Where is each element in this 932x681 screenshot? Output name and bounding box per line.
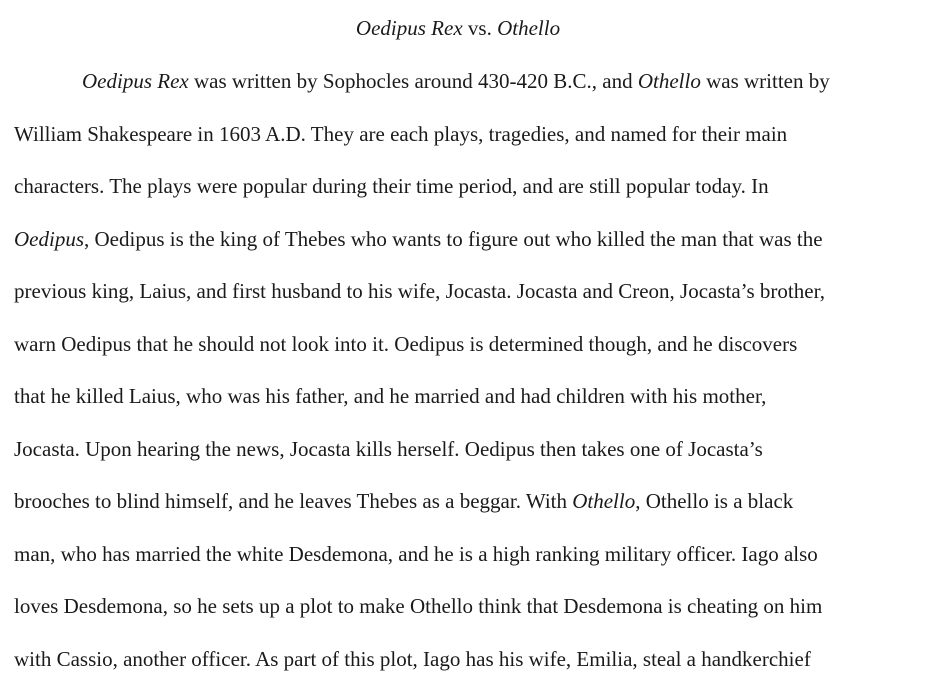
text-run: warn Oedipus that he should not look into it. Oedipus is determined though, and he discovers <box>14 332 798 356</box>
text-run: William Shakespeare in 1603 A.D. They are each plays, tragedies, and named for their main <box>14 122 788 146</box>
document-title <box>0 14 916 42</box>
text-run: Jocasta. Upon hearing the news, Jocasta kills herself. Oedipus then takes one of Jocasta’s <box>14 437 763 461</box>
text-run: man, who has married the white Desdemona, and he is a high ranking military officer. Iago also <box>14 542 818 566</box>
text-run: characters. The plays were popular during their time period, and are still popular today. In <box>14 174 769 198</box>
paragraph-line-7 <box>14 382 766 410</box>
text-run: was written by <box>700 69 830 93</box>
title-play-othello: Othello <box>497 16 561 40</box>
italic-play-title: Othello <box>572 489 636 513</box>
paragraph-line-12 <box>14 645 811 673</box>
paragraph-line-2 <box>14 120 787 148</box>
text-run: that he killed Laius, who was his father, and he married and had children with his mother, <box>14 384 767 408</box>
text-run: previous king, Laius, and first husband to his wife, Jocasta. Jocasta and Creon, Jocasta’s brother, <box>14 279 825 303</box>
paragraph-line-5 <box>14 277 825 305</box>
text-run: loves Desdemona, so he sets up a plot to make Othello think that Desdemona is cheating on him <box>14 594 823 618</box>
text-run: was written by Sophocles around 430-420 B.C., and <box>188 69 638 93</box>
title-play-oedipus-rex: Oedipus Rex <box>355 16 463 40</box>
paragraph-line-8 <box>14 435 763 463</box>
text-run: , Oedipus is the king of Thebes who wants to figure out who killed the man that was the <box>84 227 823 251</box>
paragraph-line-10 <box>14 540 818 568</box>
italic-play-title: Othello <box>637 69 701 93</box>
text-run: with Cassio, another officer. As part of this plot, Iago has his wife, Emilia, steal a handkerchief <box>14 647 811 671</box>
paragraph-line-1 <box>82 67 830 95</box>
text-run: , Othello is a black <box>635 489 794 513</box>
italic-play-title: Oedipus <box>14 227 84 251</box>
paragraph-line-11 <box>14 592 822 620</box>
text-run: brooches to blind himself, and he leaves Thebes as a beggar. With <box>14 489 573 513</box>
paragraph-line-3 <box>14 172 769 200</box>
paragraph-line-6 <box>14 330 797 358</box>
title-vs: vs. <box>462 16 498 40</box>
paragraph-line-9 <box>14 487 793 515</box>
italic-play-title: Oedipus Rex <box>82 69 189 93</box>
paragraph-line-4 <box>14 225 823 253</box>
